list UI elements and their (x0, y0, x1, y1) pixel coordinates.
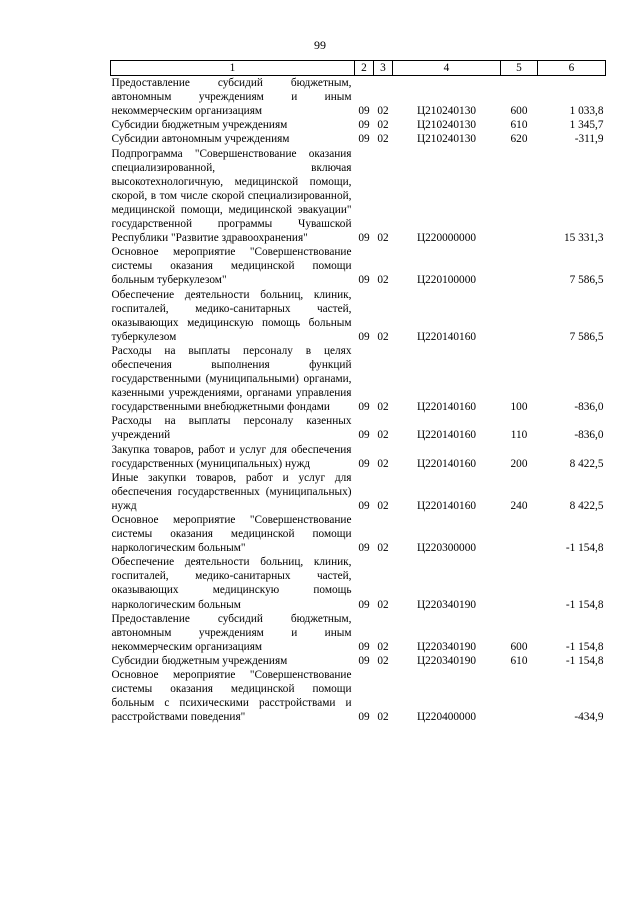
row-name: Основное мероприятие "Совершенствование системы оказания медицинской помощи больным туберкулезом" (111, 246, 352, 287)
header-col-3: 3 (374, 61, 393, 76)
row-amount: -836,0 (574, 429, 604, 442)
row-section: 09 (358, 119, 370, 132)
row-expense-type (501, 555, 538, 611)
table-row (111, 471, 606, 513)
row-name: Подпрограмма "Совершенствование оказания специализированной, включая высокотехнологичную, медицинской помощи, скорой, в том числе скорой специализированной, медицинской помощи, медицинской эвакуации" государственной программы Чувашской Республики "Развитие здравоохранения" (111, 147, 352, 245)
row-name: Расходы на выплаты персоналу казенных учреждений (111, 415, 352, 442)
row-expense-type (501, 147, 538, 246)
row-expense-type (501, 245, 538, 287)
row-target-article: Ц220140160 (417, 429, 476, 442)
row-subsection: 02 (377, 232, 389, 245)
row-amount: -836,0 (574, 401, 604, 414)
row-section: 09 (358, 499, 370, 512)
table-row (111, 344, 606, 414)
table-row (111, 654, 606, 668)
table-row (111, 76, 606, 119)
table-row (111, 147, 606, 246)
row-section: 09 (358, 640, 370, 653)
row-amount: 7 586,5 (569, 274, 604, 287)
header-col-5: 5 (501, 61, 538, 76)
row-target-article: Ц220340190 (417, 640, 476, 653)
row-target-article: Ц220340190 (417, 598, 476, 611)
row-target-article: Ц220400000 (417, 711, 476, 724)
row-amount: -311,9 (574, 133, 604, 146)
row-name: Обеспечение деятельности больниц, клиник, госпиталей, медико-санитарных частей, оказывающих медицинскую помощь больным туберкулезом (111, 288, 352, 343)
row-name: Обеспечение деятельности больниц, клиник, госпиталей, медико-санитарных частей, оказывающих медицинскую помощь наркологическим больным (111, 556, 352, 611)
row-expense-type: 100 (510, 401, 528, 414)
row-section: 09 (358, 542, 370, 555)
row-name: Закупка товаров, работ и услуг для обеспечения государственных (муниципальных) нужд (111, 443, 352, 470)
row-target-article: Ц210240130 (417, 133, 476, 146)
row-amount: 1 345,7 (569, 119, 604, 132)
header-col-2: 2 (355, 61, 374, 76)
row-subsection: 02 (377, 133, 389, 146)
row-amount: 1 033,8 (569, 105, 604, 118)
row-section: 09 (358, 598, 370, 611)
row-section: 09 (358, 654, 370, 667)
row-subsection: 02 (377, 105, 389, 118)
row-name: Основное мероприятие "Совершенствование системы оказания медицинской помощи наркологическим больным" (111, 514, 352, 555)
row-name: Предоставление субсидий бюджетным, автономным учреждениям и иным некоммерческим организациям (111, 77, 352, 118)
row-subsection: 02 (377, 654, 389, 667)
row-section: 09 (358, 429, 370, 442)
row-expense-type: 600 (510, 640, 528, 653)
row-amount: -1 154,8 (565, 654, 604, 667)
row-section: 09 (358, 711, 370, 724)
row-name: Субсидии бюджетным учреждениям (111, 119, 288, 132)
table-row (111, 555, 606, 611)
row-name: Основное мероприятие "Совершенствование системы оказания медицинской помощи больным с психическими расстройствами и расстройствами поведения" (111, 669, 352, 724)
table-body (111, 76, 606, 725)
row-expense-type: 620 (510, 133, 528, 146)
row-target-article: Ц220300000 (417, 542, 476, 555)
row-target-article: Ц220000000 (417, 232, 476, 245)
row-target-article: Ц220140160 (417, 499, 476, 512)
row-target-article: Ц220340190 (417, 654, 476, 667)
row-expense-type (501, 288, 538, 344)
row-expense-type (501, 668, 538, 724)
row-target-article: Ц220140160 (417, 401, 476, 414)
row-expense-type: 610 (510, 654, 528, 667)
row-expense-type: 610 (510, 119, 528, 132)
row-name: Субсидии автономным учреждениям (111, 133, 290, 146)
table-header-row (111, 61, 606, 76)
table-row (111, 668, 606, 724)
table-row (111, 245, 606, 287)
row-name: Предоставление субсидий бюджетным, автономным учреждениям и иным некоммерческим организациям (111, 612, 352, 653)
row-amount: 8 422,5 (569, 457, 604, 470)
row-expense-type (501, 513, 538, 555)
row-target-article: Ц210240130 (417, 119, 476, 132)
row-target-article: Ц220100000 (417, 274, 476, 287)
header-col-6: 6 (538, 61, 606, 76)
table-row (111, 513, 606, 555)
row-subsection: 02 (377, 499, 389, 512)
row-amount: -1 154,8 (565, 598, 604, 611)
row-expense-type: 240 (510, 499, 528, 512)
row-subsection: 02 (377, 401, 389, 414)
row-expense-type: 600 (510, 105, 528, 118)
row-amount: -434,9 (574, 711, 604, 724)
row-subsection: 02 (377, 640, 389, 653)
row-section: 09 (358, 232, 370, 245)
row-subsection: 02 (377, 542, 389, 555)
row-target-article: Ц220140160 (417, 457, 476, 470)
row-section: 09 (358, 105, 370, 118)
page-number: 99 (314, 38, 326, 52)
row-section: 09 (358, 457, 370, 470)
row-subsection: 02 (377, 119, 389, 132)
table-row (111, 414, 606, 442)
row-subsection: 02 (377, 598, 389, 611)
row-expense-type: 200 (510, 457, 528, 470)
header-col-1: 1 (111, 61, 355, 76)
table-row (111, 288, 606, 344)
budget-table (110, 60, 606, 724)
table-row (111, 132, 606, 146)
row-subsection: 02 (377, 457, 389, 470)
row-section: 09 (358, 274, 370, 287)
row-section: 09 (358, 330, 370, 343)
row-amount: 15 331,3 (563, 232, 604, 245)
row-amount: -1 154,8 (565, 542, 604, 555)
header-col-4: 4 (393, 61, 501, 76)
row-amount: 7 586,5 (569, 330, 604, 343)
row-amount: 8 422,5 (569, 499, 604, 512)
table-row (111, 118, 606, 132)
row-section: 09 (358, 133, 370, 146)
row-subsection: 02 (377, 330, 389, 343)
row-target-article: Ц210240130 (417, 105, 476, 118)
row-amount: -1 154,8 (565, 640, 604, 653)
row-section: 09 (358, 401, 370, 414)
row-name: Расходы на выплаты персоналу в целях обеспечения выполнения функций государственными (муниципальными) органами, казенными учреждениями, органами управления государственными внебюджетными фондами (111, 344, 352, 414)
row-subsection: 02 (377, 274, 389, 287)
row-name: Субсидии бюджетным учреждениям (111, 654, 288, 667)
row-subsection: 02 (377, 711, 389, 724)
table-row (111, 612, 606, 654)
row-name: Иные закупки товаров, работ и услуг для обеспечения государственных (муниципальных) нужд (111, 471, 352, 512)
table-row (111, 443, 606, 471)
row-expense-type: 110 (510, 429, 528, 442)
row-subsection: 02 (377, 429, 389, 442)
row-target-article: Ц220140160 (417, 330, 476, 343)
